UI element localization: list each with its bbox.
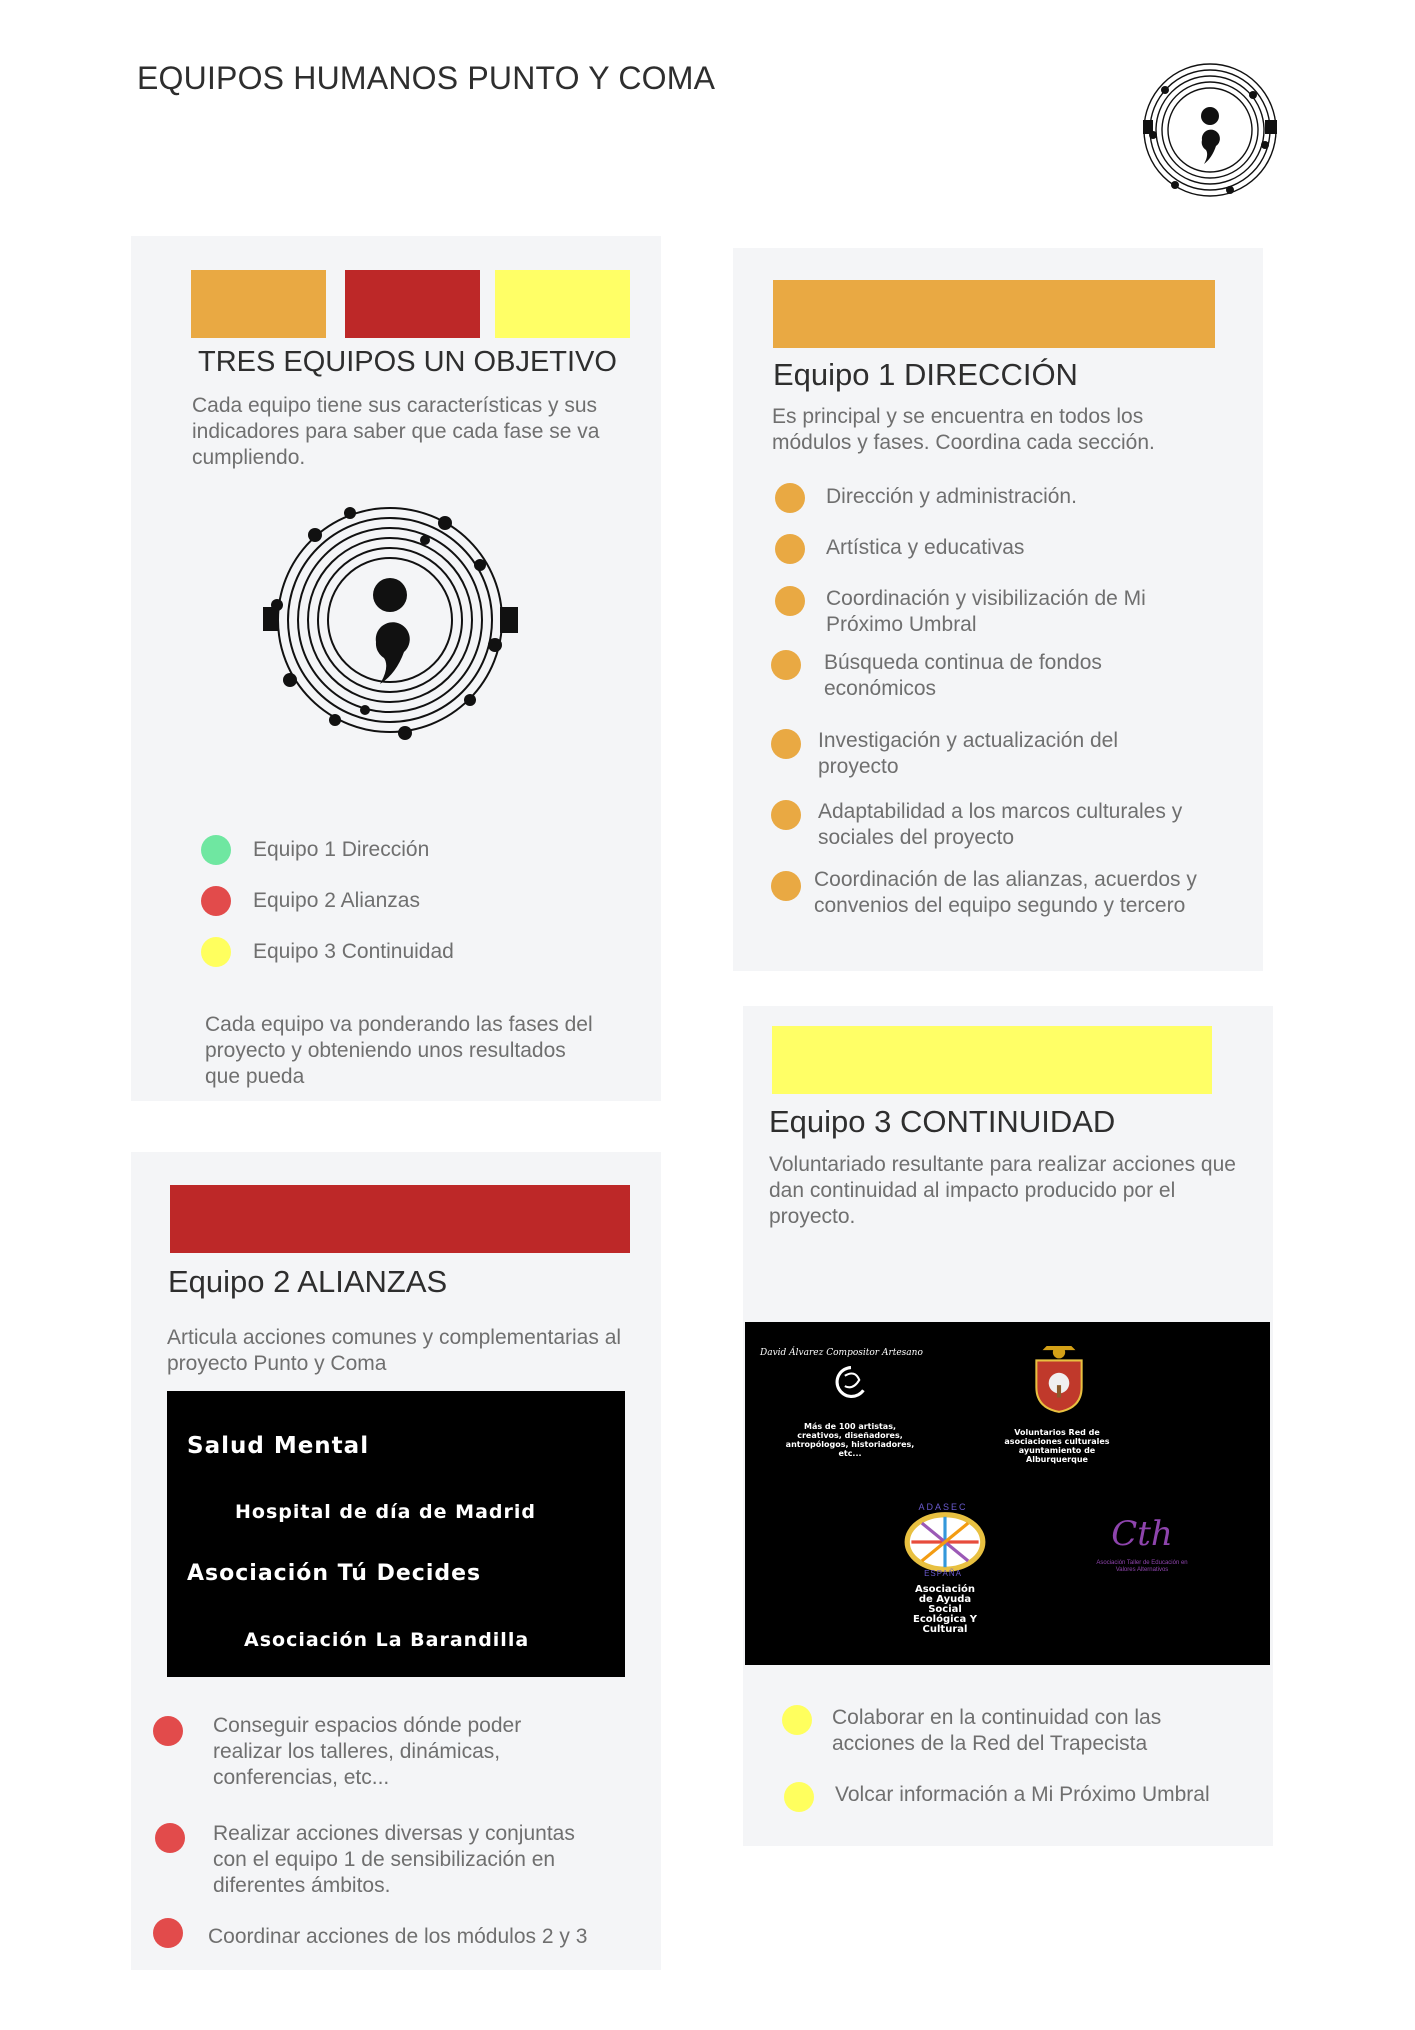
volunteers-text: Voluntarios Red de asociaciones culturales ayuntamiento de Alburquerque <box>1004 1428 1110 1464</box>
team1-bullet <box>771 871 801 901</box>
adasec-top-label: ADASEC <box>918 1502 968 1512</box>
team3-bullet <box>784 1782 814 1812</box>
team2-item: Conseguir espacios dónde poder realizar los talleres, dinámicas, conferencias, etc... <box>213 1714 522 1789</box>
yellow-swatch <box>495 270 630 338</box>
legend-label: Equipo 3 Continuidad <box>253 940 454 963</box>
partner-hospital: Hospital de día de Madrid <box>235 1501 536 1523</box>
team3-bullet <box>782 1705 812 1735</box>
partner-salud-mental: Salud Mental <box>187 1433 370 1459</box>
team3-partners-panel <box>745 1322 1270 1665</box>
team1-color-bar <box>773 280 1215 348</box>
adasec-wheel-icon <box>903 1510 987 1574</box>
overview-heading: TRES EQUIPOS UN OBJETIVO <box>198 346 617 378</box>
artisan-caption: David Álvarez Compositor Artesano <box>760 1348 923 1358</box>
partner-barandilla: Asociación La Barandilla <box>244 1629 530 1651</box>
team1-bullet <box>771 800 801 830</box>
team2-heading: Equipo 2 ALIANZAS <box>168 1264 448 1299</box>
team2-bullet <box>155 1823 185 1853</box>
artisan-text: Más de 100 artistas, creativos, diseñadores, antropólogos, historiadores, etc... <box>785 1422 915 1458</box>
page-title: EQUIPOS HUMANOS PUNTO Y COMA <box>137 60 716 96</box>
legend-dot-yellow <box>201 937 231 967</box>
team3-item: Colaborar en la continuidad con las acciones de la Red del Trapecista <box>832 1706 1162 1755</box>
team1-bullet <box>775 586 805 616</box>
legend-dot-red <box>201 886 231 916</box>
team1-description: Es principal y se encuentra en todos los módulos y fases. Coordina cada sección. <box>772 405 1155 454</box>
team1-bullet <box>771 729 801 759</box>
semicolon-music-emblem <box>255 495 525 745</box>
team1-bullet <box>775 483 805 513</box>
team1-item: Investigación y actualización del proyecto <box>818 729 1119 778</box>
team1-item: Adaptabilidad a los marcos culturales y sociales del proyecto <box>818 800 1183 849</box>
team1-item: Artística y educativas <box>826 536 1025 559</box>
team2-partners-panel <box>167 1391 625 1677</box>
team1-item: Dirección y administración. <box>826 485 1077 508</box>
team3-heading: Equipo 3 CONTINUIDAD <box>769 1104 1116 1139</box>
red-swatch <box>345 270 480 338</box>
semicolon-music-logo <box>1135 50 1285 210</box>
team1-item: Coordinación de las alianzas, acuerdos y convenios del equipo segundo y tercero <box>814 868 1197 917</box>
legend-label: Equipo 2 Alianzas <box>253 889 420 912</box>
team1-bullet <box>775 534 805 564</box>
taller-logo: Cth <box>1111 1514 1173 1554</box>
team1-heading: Equipo 1 DIRECCIÓN <box>773 357 1078 392</box>
team3-description: Voluntariado resultante para realizar acciones que dan continuidad al impacto producido por el proyecto. <box>769 1153 1236 1228</box>
team1-item: Búsqueda continua de fondos económicos <box>824 651 1102 700</box>
legend-label: Equipo 1 Dirección <box>253 838 430 861</box>
legend-dot-green <box>201 835 231 865</box>
team2-item: Coordinar acciones de los módulos 2 y 3 <box>208 1925 588 1948</box>
orange-swatch <box>191 270 326 338</box>
town-crest-icon <box>1027 1344 1091 1416</box>
partner-tu-decides: Asociación Tú Decides <box>187 1561 482 1586</box>
team2-item: Realizar acciones diversas y conjuntas con el equipo 1 de sensibilización en diferentes ámbitos. <box>213 1822 575 1897</box>
team2-color-bar <box>170 1185 630 1253</box>
team2-bullet <box>153 1918 183 1948</box>
artisan-logo-icon <box>820 1360 882 1404</box>
overview-description: Cada equipo tiene sus características y sus indicadores para saber que cada fase se va cumpliendo. <box>192 394 600 469</box>
team1-bullet <box>771 650 801 680</box>
taller-text: Asociación Taller de Educación en Valores Alternativos <box>1096 1560 1188 1573</box>
adasec-bottom-label: ESPAÑA <box>924 1569 962 1578</box>
team3-item: Volcar información a Mi Próximo Umbral <box>835 1783 1210 1806</box>
team3-color-bar <box>772 1026 1212 1094</box>
team1-item: Coordinación y visibilización de Mi Próximo Umbral <box>826 587 1146 636</box>
team2-bullet <box>153 1716 183 1746</box>
team2-description: Articula acciones comunes y complementarias al proyecto Punto y Coma <box>167 1326 622 1375</box>
overview-footer: Cada equipo va ponderando las fases del proyecto y obteniendo unos resultados que pueda <box>205 1013 593 1088</box>
adasec-text: Asociación de Ayuda Social Ecológica Y Cultural <box>913 1584 977 1635</box>
